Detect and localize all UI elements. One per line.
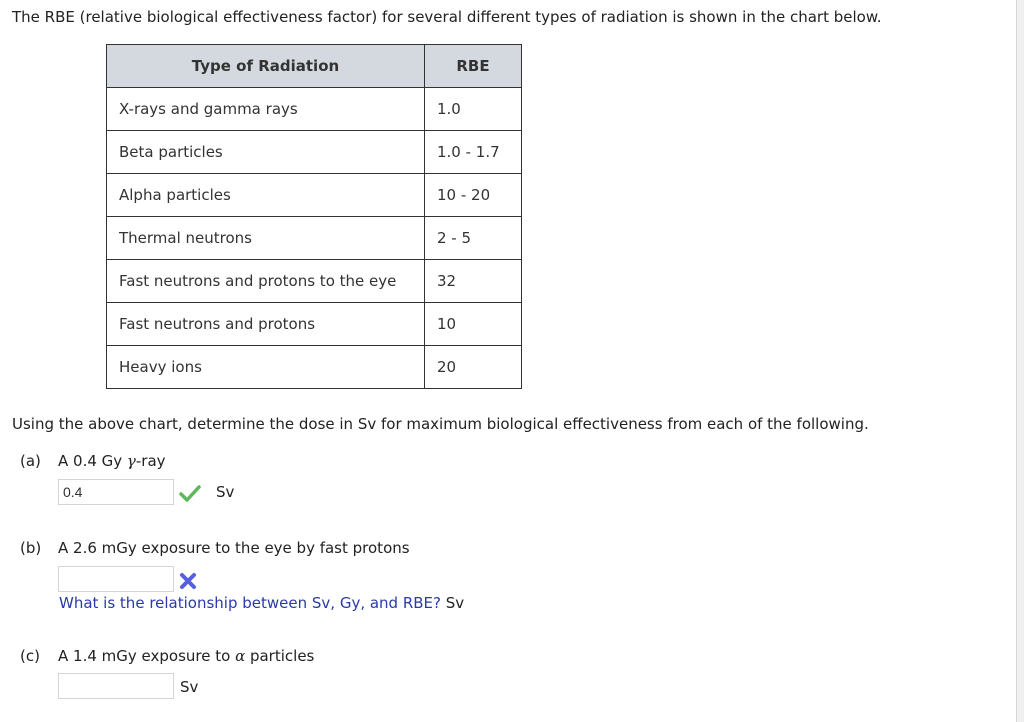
- radiation-type-cell: Heavy ions: [107, 346, 425, 389]
- radiation-type-cell: Beta particles: [107, 131, 425, 174]
- part-a-unit: Sv: [216, 483, 235, 501]
- x-icon: [179, 572, 197, 590]
- part-b-prompt: [20, 539, 410, 557]
- part-a-symbol: γ: [126, 452, 136, 470]
- part-a-prompt-prefix: A 0.4 Gy: [58, 452, 127, 470]
- rbe-value-cell: 1.0 - 1.7: [425, 131, 522, 174]
- part-c-symbol: α: [235, 647, 246, 665]
- radiation-type-cell: X-rays and gamma rays: [107, 88, 425, 131]
- window-edge: [1016, 0, 1024, 722]
- table-row: [107, 131, 522, 174]
- part-a-prompt-suffix: -ray: [135, 452, 166, 470]
- part-c-prompt-prefix: A 1.4 mGy exposure to: [58, 647, 236, 665]
- part-a-prompt: [20, 452, 166, 470]
- part-c-prompt-suffix: particles: [245, 647, 315, 665]
- part-b-prompt-text: A 2.6 mGy exposure to the eye by fast protons: [58, 539, 410, 557]
- radiation-type-cell: Thermal neutrons: [107, 217, 425, 260]
- rbe-value-cell: 32: [425, 260, 522, 303]
- part-b-answer-input[interactable]: [58, 566, 174, 592]
- part-c-answer-input[interactable]: [58, 673, 174, 699]
- table-row: [107, 88, 522, 131]
- radiation-type-cell: Alpha particles: [107, 174, 425, 217]
- rbe-table: [106, 44, 522, 389]
- rbe-value-cell: 10: [425, 303, 522, 346]
- check-icon: [179, 484, 201, 502]
- hint-link[interactable]: What is the relationship between Sv, Gy, and RBE?: [59, 594, 441, 612]
- table-row: [107, 303, 522, 346]
- part-b-letter: (b): [20, 539, 42, 557]
- rbe-value-cell: 1.0: [425, 88, 522, 131]
- header-rbe: RBE: [425, 45, 522, 88]
- part-c-unit: Sv: [180, 678, 199, 696]
- header-type-of-radiation: Type of Radiation: [107, 45, 425, 88]
- rbe-value-cell: 2 - 5: [425, 217, 522, 260]
- table-row: [107, 346, 522, 389]
- part-b-hint: [59, 594, 464, 612]
- radiation-type-cell: Fast neutrons and protons to the eye: [107, 260, 425, 303]
- table-row: [107, 174, 522, 217]
- table-row: [107, 217, 522, 260]
- rbe-value-cell: 20: [425, 346, 522, 389]
- part-c-letter: (c): [20, 647, 40, 665]
- table-header-row: [107, 45, 522, 88]
- intro-text: The RBE (relative biological effectiveness factor) for several different types of radiation is shown in the chart below.: [12, 8, 882, 26]
- part-c-prompt: [20, 647, 314, 665]
- part-a-letter: (a): [20, 452, 41, 470]
- instruction-text: Using the above chart, determine the dose in Sv for maximum biological effectiveness from each of the following.: [12, 415, 869, 433]
- part-a-answer-input[interactable]: 0.4: [58, 479, 174, 505]
- table-row: [107, 260, 522, 303]
- rbe-value-cell: 10 - 20: [425, 174, 522, 217]
- radiation-type-cell: Fast neutrons and protons: [107, 303, 425, 346]
- part-b-unit: Sv: [445, 594, 465, 612]
